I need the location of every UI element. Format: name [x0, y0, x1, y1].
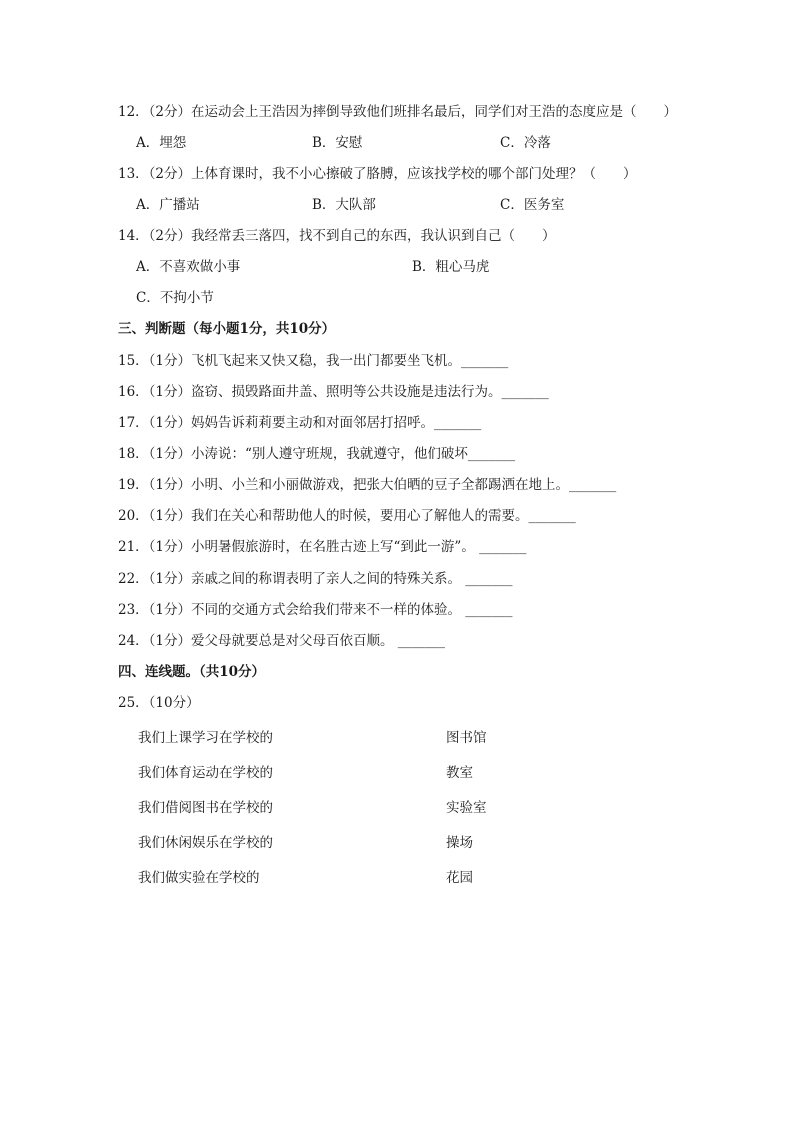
match-left-item: 我们上课学习在学校的 [138, 730, 273, 746]
section-3-title: 三、判断题（每小题1分，共10分） [118, 321, 336, 337]
question-14: 14．（2分）我经常丢三落四，找不到自己的东西，我认识到自己（ ） [118, 228, 556, 244]
question-18: 18．（1分）小涛说：“别人遵守班规，我就遵守，他们破坏_______ [118, 446, 516, 462]
question-21: 21．（1分）小明暑假旅游时，在名胜古迹上写“到此一游”。 _______ [118, 539, 527, 555]
question-16: 16．（1分）盗窃、损毁路面井盖、照明等公共设施是违法行为。_______ [118, 384, 549, 400]
match-right-item: 实验室 [446, 800, 487, 816]
match-right-item: 操场 [446, 835, 473, 851]
question-24: 24．（1分）爱父母就要总是对父母百依百顺。 _______ [118, 633, 446, 649]
question-19: 19．（1分）小明、小兰和小丽做游戏，把张大伯晒的豆子全都踢洒在地上。_______ [118, 477, 617, 493]
match-left-item: 我们休闲娱乐在学校的 [138, 835, 273, 851]
match-right-item: 花园 [446, 870, 473, 886]
question-13: 13．（2分）上体育课时，我不小心擦破了胳膊，应该找学校的哪个部门处理？（ ） [118, 166, 637, 182]
question-20: 20．（1分）我们在关心和帮助他人的时候，要用心了解他人的需要。_______ [118, 508, 576, 524]
q12-option-c: C．冷落 [500, 135, 551, 151]
q13-option-b: B．大队部 [312, 197, 376, 213]
q14-option-b: B．粗心马虎 [412, 259, 490, 275]
match-right-item: 图书馆 [446, 730, 487, 746]
match-left-item: 我们做实验在学校的 [138, 870, 260, 886]
match-right-item: 教室 [446, 765, 473, 781]
match-left-item: 我们借阅图书在学校的 [138, 800, 273, 816]
question-25: 25．（10分） [118, 695, 200, 711]
question-12: 12．（2分）在运动会上王浩因为摔倒导致他们班排名最后，同学们对王浩的态度应是（ ） [118, 104, 678, 120]
q13-option-c: C．医务室 [500, 197, 565, 213]
q12-option-b: B．安慰 [312, 135, 363, 151]
q14-option-a: A．不喜欢做小事 [136, 259, 241, 275]
question-22: 22．（1分）亲戚之间的称谓表明了亲人之间的特殊关系。 _______ [118, 571, 513, 587]
match-left-item: 我们体育运动在学校的 [138, 765, 273, 781]
question-17: 17．（1分）妈妈告诉莉莉要主动和对面邻居打招呼。_______ [118, 415, 482, 431]
question-15: 15．（1分）飞机飞起来又快又稳，我一出门都要坐飞机。_______ [118, 353, 509, 369]
q12-option-a: A．埋怨 [136, 135, 187, 151]
question-23: 23．（1分）不同的交通方式会给我们带来不一样的体验。 _______ [118, 602, 513, 618]
section-4-title: 四、连线题。（共10分） [118, 664, 266, 680]
q14-option-c: C．不拘小节 [136, 290, 214, 306]
q13-option-a: A．广播站 [136, 197, 200, 213]
